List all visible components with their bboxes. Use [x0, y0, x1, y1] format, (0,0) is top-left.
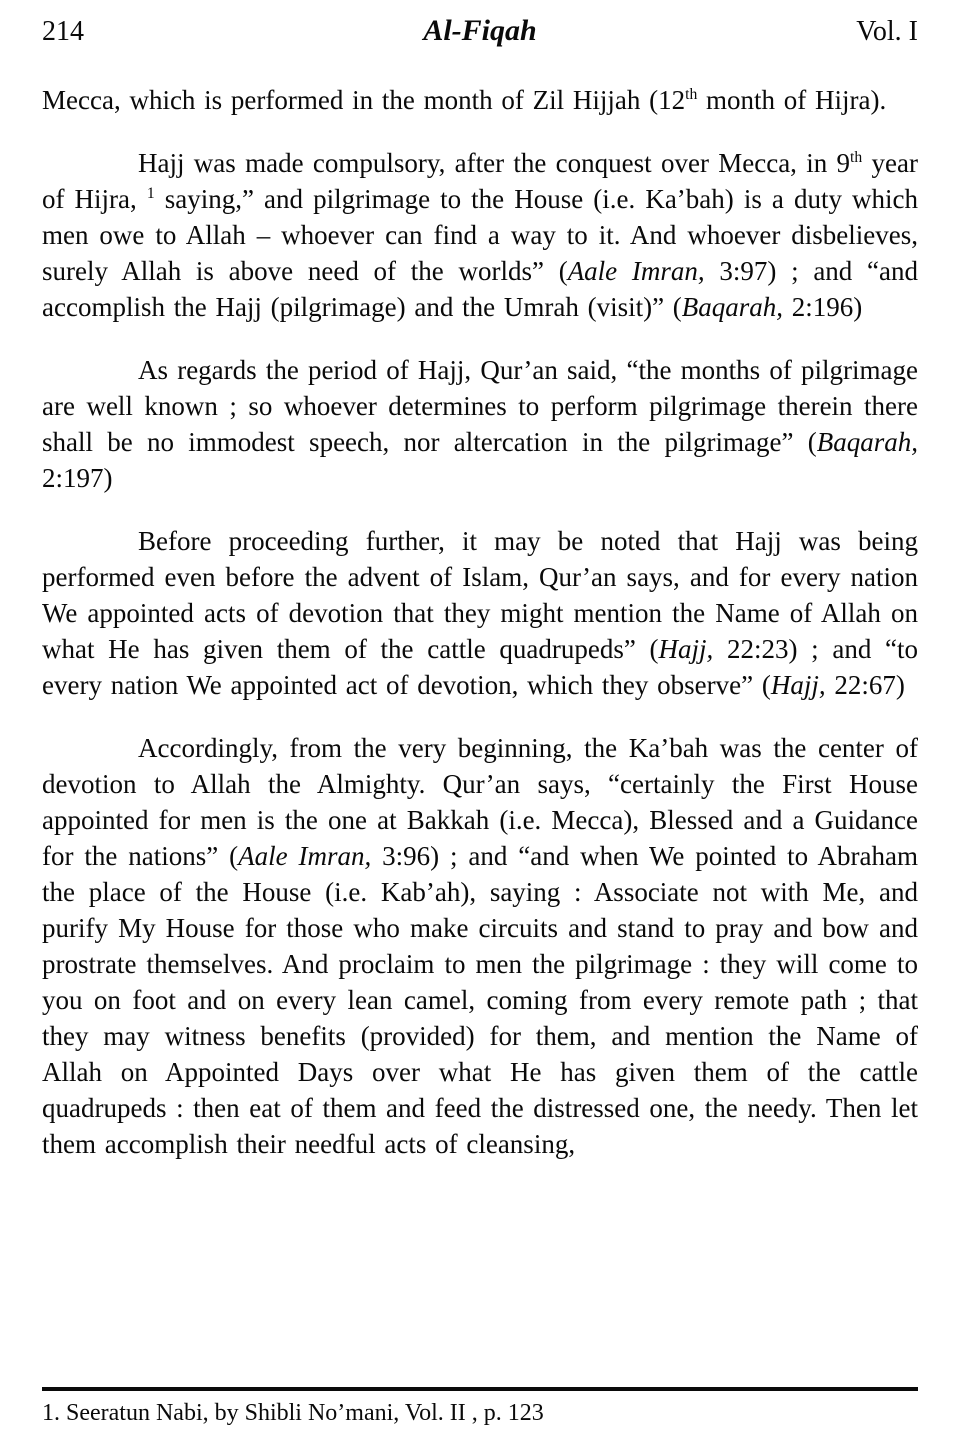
paragraph — [42, 82, 918, 118]
text-run: saying,” and pilgrimage to the House (i.e. Ka’bah) is a duty which men owe to Allah – whoever can find a way to it. And whoever disbelieves, surely Allah is above need of the worlds” ( — [42, 184, 919, 286]
page-number: 214 — [42, 16, 84, 47]
footnote-section — [42, 1387, 918, 1428]
page-header — [42, 14, 918, 48]
paragraph — [42, 730, 918, 1162]
paragraph — [42, 352, 918, 496]
text-run: 2:196) — [783, 292, 863, 322]
italic-citation: Aale Imran, — [238, 841, 372, 871]
text-run: 22:23) ; and “to every nation We appointed act of devotion, which they observe” ( — [42, 634, 918, 700]
paragraph — [42, 523, 918, 703]
text-run: As regards the period of Hajj, Qur’an said, “the months of pilgrimage are well known ; so whoever determines to perform pilgrimage therein there shall be no immodest speech, nor altercation in the pilgrimage” ( — [42, 355, 918, 457]
italic-citation: Hajj, — [658, 634, 714, 664]
volume-label: Vol. I — [856, 16, 918, 47]
text-run: Hajj was made compulsory, after the conquest over Mecca, in 9 — [138, 148, 851, 178]
text-run: Mecca, which is performed in the month of Zil Hijjah (12 — [42, 85, 686, 115]
paragraph — [42, 145, 918, 325]
book-title: Al-Fiqah — [423, 14, 537, 47]
footnote-divider — [42, 1387, 918, 1391]
text-run: 2:197) — [42, 463, 113, 493]
ordinal-superscript: th — [685, 86, 698, 103]
italic-citation: Aale Imran, — [567, 256, 705, 286]
footnote-text: 1. Seeratun Nabi, by Shibli No’mani, Vol. II , p. 123 — [42, 1400, 544, 1426]
text-run: Before proceeding further, it may be noted that Hajj was being performed even before the advent of Islam, Qur’an says, and for every nation We appointed acts of devotion that they might mention the Name of Allah on what He has given them of the cattle quadrupeds” ( — [42, 526, 918, 664]
italic-citation: Hajj, — [770, 670, 826, 700]
text-run: year of Hijra, — [42, 148, 918, 214]
text-run: 3:97) ; and “and accomplish the Hajj (pilgrimage) and the Umrah (visit)” ( — [42, 256, 918, 322]
text-run: Accordingly, from the very beginning, the Ka’bah was the center of devotion to Allah the Almighty. Qur’an says, “certainly the First House appointed for men is the one at Bakkah (i.e. Mecca), Blessed and a Guidance for the nations” ( — [42, 733, 918, 871]
text-run: month of Hijra). — [697, 85, 887, 115]
italic-citation: Baqarah, — [816, 427, 918, 457]
text-run: 3:96) ; and “and when We pointed to Abraham the place of the House (i.e. Kab’ah), saying : Associate not with Me, and purify My House for those who make circuits and stand to pray and bow and prostrate themselves. And proclaim to men the pilgrimage : they will come to you on foot and on every lean camel, coming from every remote path ; that they may witness benefits (provided) for them, and mention the Name of Allah on Appointed Days over what He has given them of the cattle quadrupeds : then eat of them and feed the distressed one, the needy. Then let them accomplish their needful acts of cleansing, — [42, 841, 918, 1159]
footnote-ref: 1 — [146, 185, 155, 202]
text-run: 22:67) — [825, 670, 905, 700]
page-body — [42, 82, 918, 1189]
ordinal-superscript: th — [850, 149, 863, 166]
italic-citation: Baqarah, — [681, 292, 784, 322]
